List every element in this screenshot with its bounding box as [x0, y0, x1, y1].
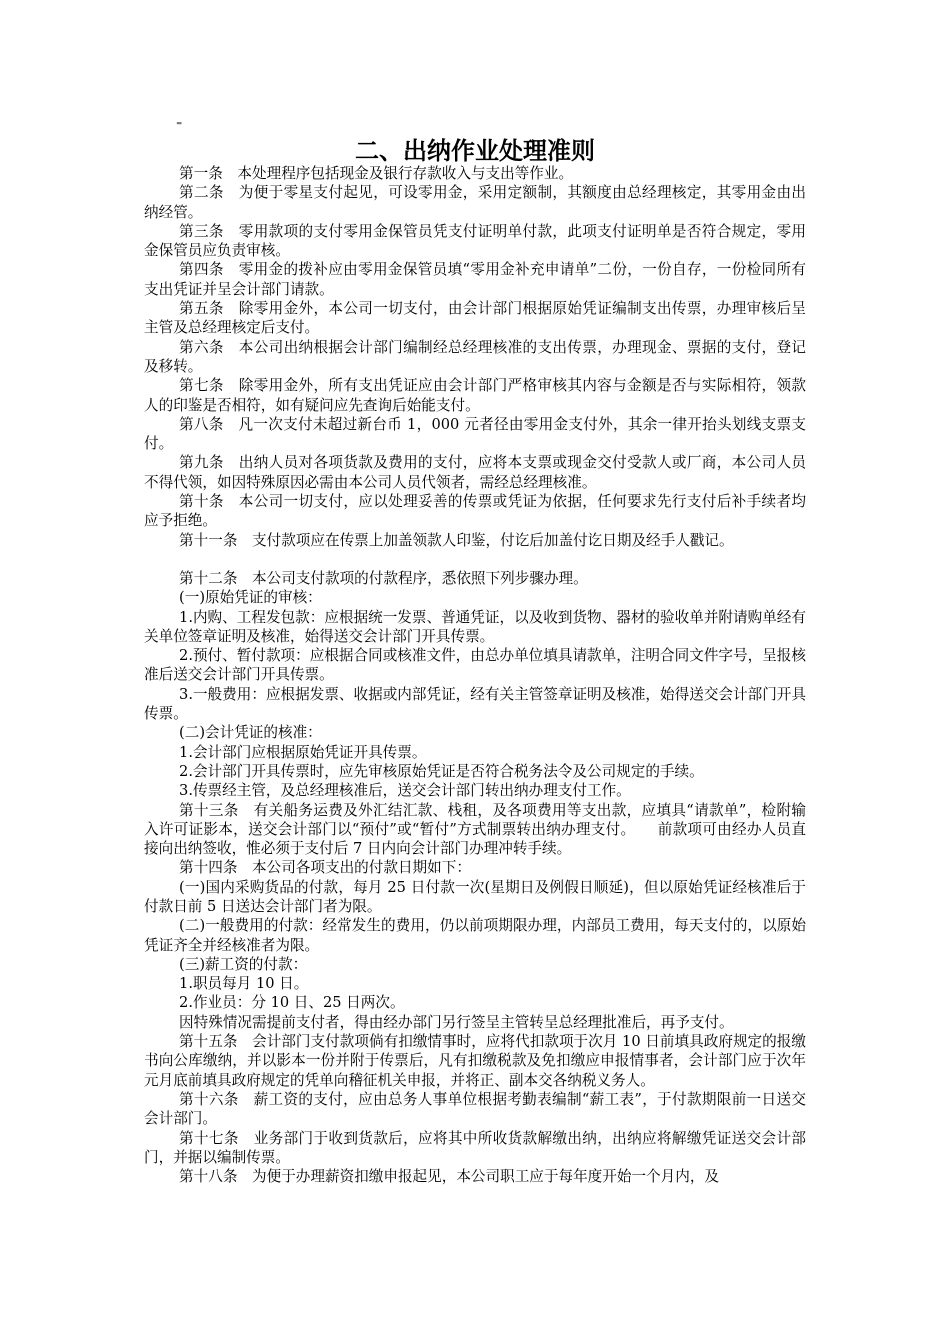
paragraph-article-10: 第十条 本公司一切支付，应以处理妥善的传票或凭证为依据，任何要求先行支付后补手续者均应予拒绝。 — [144, 493, 806, 530]
paragraph-article-3: 第三条 零用款项的支付零用金保管员凭支付证明单付款，此项支付证明单是否符合规定，零用金保管员应负责审核。 — [144, 222, 806, 260]
header-mark: ⁼ — [176, 118, 183, 132]
paragraph-item: (二)会计凭证的核准： — [179, 724, 322, 742]
paragraph-item: 2.作业员：分 10 日、25 日两次。 — [179, 994, 405, 1012]
paragraph-item: 因特殊情况需提前支付者，得由经办部门另行签呈主管转呈总经理批准后，再予支付。 — [179, 1013, 734, 1031]
paragraph-article-17: 第十七条 业务部门于收到货款后，应将其中所收货款解缴出纳，出纳应将解缴凭证送交会计部门，并据以编制传票。 — [144, 1129, 806, 1166]
paragraph-article-15: 第十五条 会计部门支付款项倘有扣缴情事时，应将代扣款项于次月 10 日前填具政府规定的报缴书向公库缴纳，并以影本一份并附于传票后，凡有扣缴税款及免扣缴应申报情事者，会计部门应于次年元月底前填具政府规定的凭单向稽征机关申报，并将正、副本交各纳税义务人。 — [144, 1033, 806, 1089]
paragraph-item: (一)原始凭证的审核： — [179, 589, 322, 607]
paragraph-article-8: 第八条 凡一次支付未超过新台币 1，000 元者径由零用金支付外，其余一律开抬头划线支票支付。 — [144, 415, 806, 453]
paragraph-item: 3.传票经主管，及总经理核准后，送交会计部门转出纳办理支付工作。 — [179, 782, 631, 800]
paragraph-item: 1.内购、工程发包款：应根据统一发票、普通凭证，以及收到货物、器材的验收单并附请购单经有关单位签章证明及核准，始得送交会计部门开具传票。 — [144, 608, 806, 645]
paragraph-article-18: 第十八条 为便于办理薪资扣缴申报起见，本公司职工应于每年度开始一个月内，及 — [179, 1168, 720, 1186]
paragraph-article-4: 第四条 零用金的拨补应由零用金保管员填“零用金补充申请单”二份，一份自存，一份检同所有支出凭证并呈会计部门请款。 — [144, 261, 806, 298]
paragraph-article-16: 第十六条 薪工资的支付，应由总务人事单位根据考勤表编制“薪工表”，于付款期限前一日送交会计部门。 — [144, 1090, 806, 1128]
paragraph-article-6: 第六条 本公司出纳根据会计部门编制经总经理核准的支出传票，办理现金、票据的支付，登记及移转。 — [144, 338, 806, 375]
paragraph-article-9: 第九条 出纳人员对各项货款及费用的支付，应将本支票或现金交付受款人或厂商，本公司人员不得代领，如因特殊原因必需由本公司人员代领者，需经总经理核准。 — [144, 454, 806, 491]
page-title: 二、出纳作业处理准则 — [355, 137, 595, 165]
paragraph-article-13: 第十三条 有关船务运费及外汇结汇款、栈租，及各项费用等支出款，应填具“请款单”，检附输入许可证影本，送交会计部门以“预付”或“暂付”方式制票转出纳办理支付。 前款项可由经办人员直接向出纳签收，惟必须于支付后 7 日内向会计部门办理冲转手续。 — [144, 801, 806, 858]
paragraph-article-14: 第十四条 本公司各项支出的付款日期如下： — [179, 859, 471, 877]
paragraph-item: (三)薪工资的付款： — [179, 955, 308, 973]
paragraph-item: (一)国内采购货品的付款，每月 25 日付款一次(星期日及例假日顺延)，但以原始凭证经核准后于付款日前 5 日送达会计部门者为限。 — [144, 878, 806, 915]
paragraph-article-5: 第五条 除零用金外，本公司一切支付，由会计部门根据原始凭证编制支出传票，办理审核后呈主管及总经理核定后支付。 — [144, 300, 806, 337]
paragraph-article-7: 第七条 除零用金外，所有支出凭证应由会计部门严格审核其内容与金额是否与实际相符，领款人的印鉴是否相符，如有疑问应先查询后始能支付。 — [144, 377, 806, 414]
document-body — [144, 164, 806, 1186]
paragraph-item: (二)一般费用的付款：经常发生的费用，仍以前项期限办理，内部员工费用，每天支付的，以原始凭证齐全并经核准者为限。 — [144, 917, 806, 954]
paragraph-article-2: 第二条 为便于零星支付起见，可设零用金，采用定额制，其额度由总经理核定，其零用金由出纳经管。 — [144, 184, 806, 221]
paragraph-item: 2.预付、暂付款项：应根据合同或核准文件，由总办单位填具请款单，注明合同文件字号，呈报核准后送交会计部门开具传票。 — [144, 647, 806, 684]
paragraph-item: 2.会计部门开具传票时，应先审核原始凭证是否符合税务法令及公司规定的手续。 — [179, 762, 704, 780]
paragraph-item: 1.职员每月 10 日。 — [179, 975, 309, 993]
paragraph-article-11: 第十一条 支付款项应在传票上加盖领款人印鉴，付讫后加盖付讫日期及经手人戳记。 — [179, 531, 734, 549]
paragraph-item: 1.会计部门应根据原始凭证开具传票。 — [179, 743, 427, 761]
paragraph-article-1: 第一条 本处理程序包括现金及银行存款收入与支出等作业。 — [179, 165, 574, 182]
paragraph-item: 3.一般费用：应根据发票、收据或内部凭证，经有关主管签章证明及核准，始得送交会计部门开具传票。 — [144, 685, 806, 723]
paragraph-article-12: 第十二条 本公司支付款项的付款程序，悉依照下列步骤办理。 — [179, 569, 588, 587]
